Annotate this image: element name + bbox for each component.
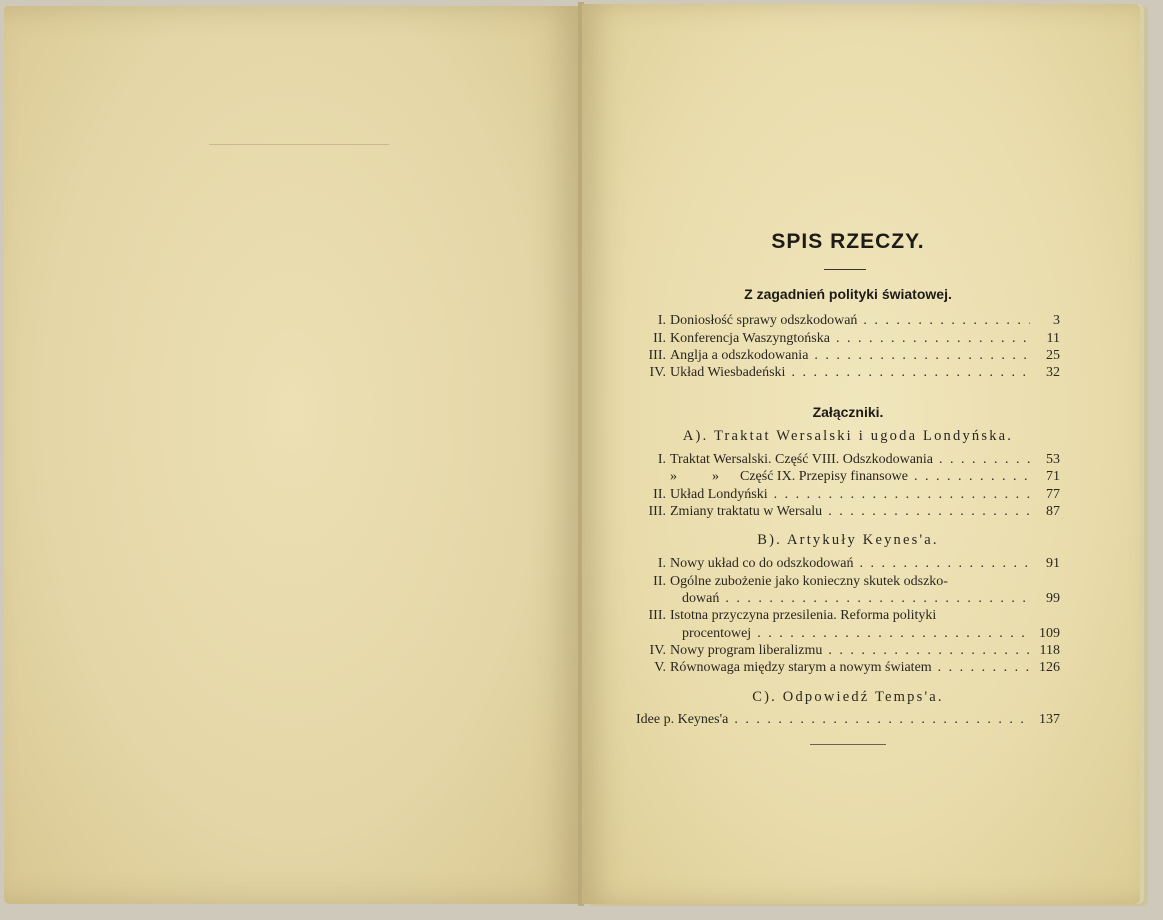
toc-entry: » » Część IX. Przepisy finansowe . . . 71: [636, 468, 1060, 486]
toc-entry: I. Doniosłość sprawy odszkodowań . . . 3: [636, 312, 1060, 330]
toc-entry: II. Układ Londyński . . . 77: [636, 486, 1060, 504]
toc-entry: I. Traktat Wersalski. Część VIII. Odszkodowania . . . 53: [636, 451, 1060, 469]
page-title: SPIS RZECZY.: [771, 230, 925, 253]
toc-entry: II. Konferencja Waszyngtońska . . . 11: [636, 330, 1060, 348]
closing-rule: [810, 744, 886, 745]
bleed-through-rule: [209, 144, 389, 145]
title-rule: [824, 269, 866, 270]
toc-entry: III. Anglja a odszkodowania . . . 25: [636, 347, 1060, 365]
toc-entry: II. Ogólne zubożenie jako konieczny skutek odszko-: [653, 574, 948, 589]
sub-heading: C). Odpowiedź Temps'a.: [752, 689, 944, 705]
sub-heading: B). Artykuły Keynes'a.: [757, 532, 939, 548]
toc-entry: Idee p. Keynes'a . . . 137: [636, 711, 1060, 729]
sub-heading: A). Traktat Wersalski i ugoda Londyńska.: [682, 428, 1014, 444]
toc-entry: III. Istotna przyczyna przesilenia. Reforma polityki: [648, 608, 937, 623]
toc-entry: III. Zmiany traktatu w Wersalu . . . 87: [636, 503, 1060, 521]
toc-entry: IV. Układ Wiesbadeński . . . 32: [636, 364, 1060, 382]
section-heading: Załączniki.: [812, 404, 884, 420]
section-heading: Z zagadnień polityki światowej.: [744, 286, 952, 302]
toc-entry: IV. Nowy program liberalizmu . . . 118: [636, 642, 1060, 660]
toc-entry: V. Równowaga między starym a nowym światem . . . 126: [636, 659, 1060, 677]
toc-entry: I. Nowy układ co do odszkodowań . . . 91: [636, 555, 1060, 573]
toc-entry: procentowej . . . 109: [636, 625, 1060, 643]
toc-entry: dowań . . . 99: [636, 590, 1060, 608]
left-page: [4, 6, 580, 904]
